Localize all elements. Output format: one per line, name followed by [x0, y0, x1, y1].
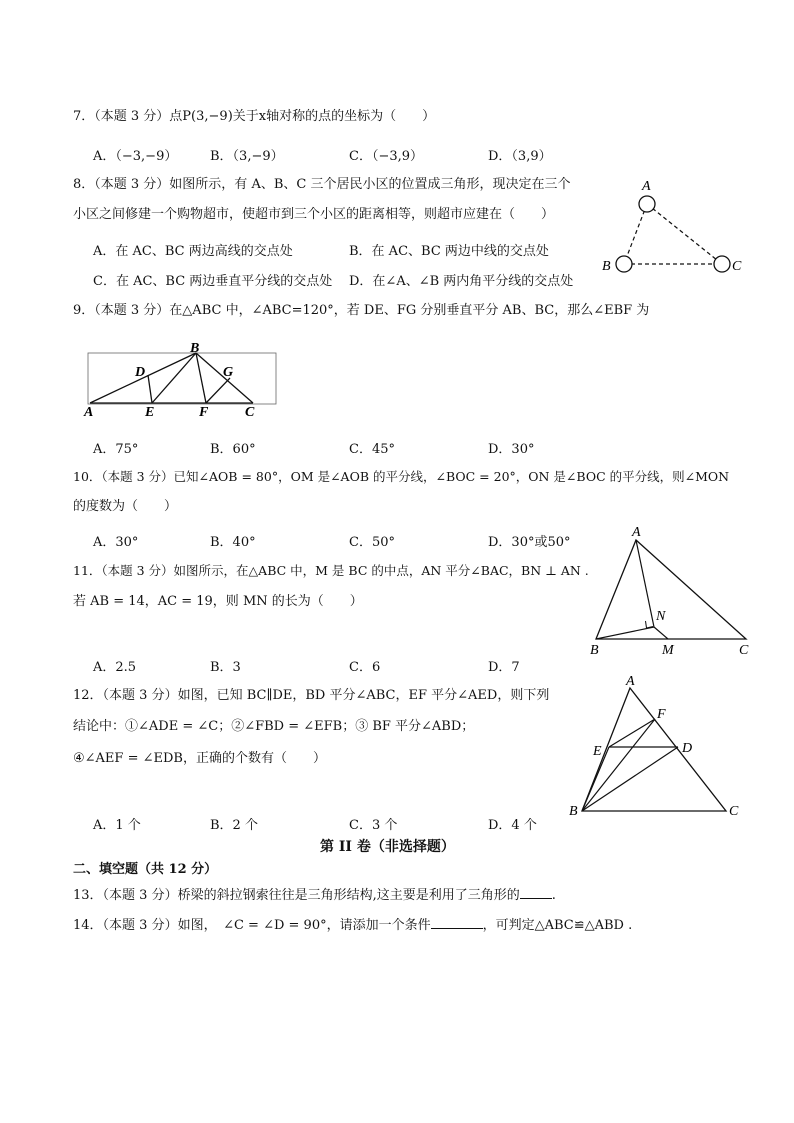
q7-option-d: D．（3,9）: [488, 149, 552, 164]
q11-label-n: N: [656, 609, 666, 624]
q9-label-e: E: [145, 405, 155, 420]
q8-label-b: B: [602, 259, 611, 274]
q9-label-d: D: [135, 365, 146, 380]
q11-triangle: [596, 540, 746, 639]
q13-answer-blank[interactable]: [520, 886, 552, 899]
q9-label-b: B: [190, 341, 200, 356]
q14-answer-blank[interactable]: [431, 916, 483, 929]
q9-label-c: C: [245, 405, 255, 420]
q7-option-b: B．（3,−9）: [210, 149, 284, 164]
q12-label-c: C: [729, 804, 739, 819]
q12-line1: 12．（本题 3 分）如图，已知 BC∥DE，BD 平分∠ABC，EF 平分∠AED，则下列: [73, 688, 550, 703]
q13-stem: [73, 886, 556, 905]
q10-line2: 的度数为（ ）: [73, 499, 178, 514]
q9-frame: [88, 353, 276, 404]
q11-label-c: C: [739, 643, 749, 658]
q11-option-d: D．7: [488, 660, 520, 675]
q14-end: ，可判定△ABC≌△ABD .: [482, 918, 633, 933]
q8-figure: [596, 176, 756, 276]
q14-stem: [73, 916, 632, 935]
q12-label-b: B: [569, 804, 578, 819]
q12-option-a: A．1 个: [93, 818, 141, 833]
q8-edge-ac: [647, 204, 722, 264]
q13-text: 13．（本题 3 分）桥梁的斜拉钢索往往是三角形结构,这主要是利用了三角形的: [73, 888, 520, 903]
section2-title: 二、填空题（共 12 分）: [73, 862, 218, 877]
q11-figure: [582, 522, 760, 658]
q8-label-a: A: [642, 179, 651, 194]
q11-right-angle-mark: [646, 621, 654, 628]
part2-title: 第 II 卷（非选择题）: [320, 839, 455, 855]
q11-option-b: B．3: [210, 660, 241, 675]
q12-label-a: A: [626, 674, 635, 689]
q12-option-c: C．3 个: [349, 818, 398, 833]
q11-option-a: A．2.5: [93, 660, 137, 675]
q12-option-d: D．4 个: [488, 818, 537, 833]
q11-line1: 11．（本题 3 分）如图所示，在△ABC 中，M 是 BC 的中点，AN 平分∠BAC，BN ⊥ AN .: [73, 563, 589, 578]
q7-option-a: A．（−3,−9）: [93, 149, 178, 164]
q10-option-b: B．40°: [210, 535, 256, 550]
q13-end: .: [551, 888, 556, 903]
q11-label-a: A: [632, 525, 641, 540]
q7-stem: 7．（本题 3 分）点P(3,−9)关于x轴对称的点的坐标为（ ）: [73, 109, 436, 124]
q9-option-d: D．30°: [488, 442, 535, 457]
q8-option-a: A．在 AC、BC 两边高线的交点处: [93, 244, 293, 259]
q10-line1: 10．（本题 3 分）已知∠AOB = 80°，OM 是∠AOB 的平分线，∠BOC = 20°，ON 是∠BOC 的平分线，则∠MON: [73, 469, 730, 484]
q9-label-a: A: [84, 405, 94, 420]
q12-label-d: D: [682, 741, 693, 756]
q9-label-g: G: [223, 365, 234, 380]
q9-label-f: F: [199, 405, 209, 420]
q8-point-c: [714, 256, 730, 272]
q10-option-c: C．50°: [349, 535, 395, 550]
q14-text: 14．（本题 3 分）如图， ∠C = ∠D = 90°，请添加一个条件: [73, 918, 431, 933]
q12-triangle: [582, 688, 726, 811]
q12-option-b: B．2 个: [210, 818, 258, 833]
q9-option-b: B．60°: [210, 442, 256, 457]
q11-line2: 若 AB = 14，AC = 19，则 MN 的长为（ ）: [73, 594, 363, 609]
q11-option-c: C．6: [349, 660, 381, 675]
q12-label-e: E: [593, 744, 602, 759]
q8-option-b: B．在 AC、BC 两边中线的交点处: [349, 244, 549, 259]
q8-edge-ab: [624, 204, 647, 264]
q8-label-c: C: [732, 259, 742, 274]
q8-line1: 8．（本题 3 分）如图所示，有 A、B、C 三个居民小区的位置成三角形，现决定在三个: [73, 177, 571, 192]
q12-line3: ④∠AEF = ∠EDB，正确的个数有（ ）: [73, 751, 326, 766]
q11-label-b: B: [590, 643, 599, 658]
q12-label-f: F: [657, 707, 666, 722]
q9-option-a: A．75°: [93, 442, 139, 457]
q8-option-c: C．在 AC、BC 两边垂直平分线的交点处: [93, 274, 333, 289]
q12-figure: [566, 670, 752, 822]
q9-figure: [80, 340, 280, 420]
q10-option-d: D．30°或50°: [488, 535, 571, 550]
q8-point-b: [616, 256, 632, 272]
q11-label-m: M: [662, 643, 674, 658]
q10-option-a: A．30°: [93, 535, 139, 550]
q8-point-a: [639, 196, 655, 212]
q9-option-c: C．45°: [349, 442, 395, 457]
q8-option-d: D．在∠A、∠B 两内角平分线的交点处: [349, 274, 574, 289]
q9-stem: 9．（本题 3 分）在△ABC 中，∠ABC=120°，若 DE、FG 分别垂直平分 AB、BC，那么∠EBF 为: [73, 303, 650, 318]
q8-line2: 小区之间修建一个购物超市，使超市到三个小区的距离相等，则超市应建在（ ）: [73, 207, 555, 222]
q7-option-c: C．（−3,9）: [349, 149, 424, 164]
q12-line2: 结论中：①∠ADE = ∠C；②∠FBD = ∠EFB；③ BF 平分∠ABD；: [73, 719, 475, 734]
